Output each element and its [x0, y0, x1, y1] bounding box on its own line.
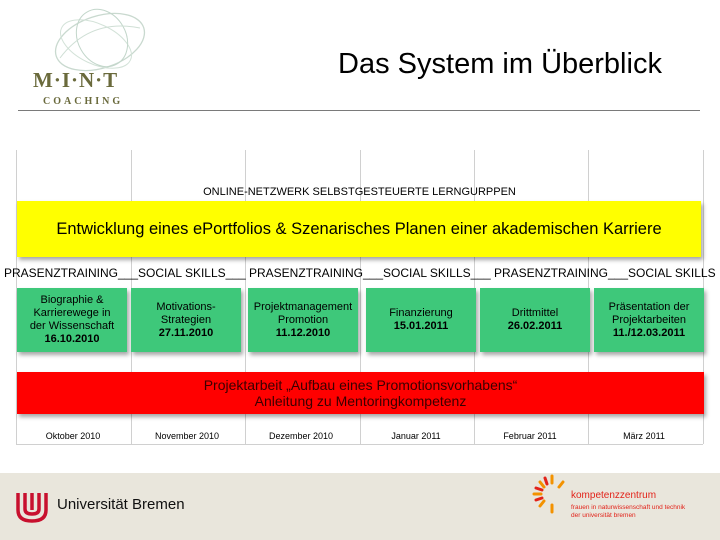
module-date: 16.10.2010 — [44, 333, 100, 345]
title-divider — [18, 110, 700, 111]
online-network-label: ONLINE-NETZWERK SELBSTGESTEUERTE LERNGURPPEN — [203, 186, 516, 198]
kompetenzzentrum-subtitle — [571, 504, 685, 520]
month-label: November 2010 — [154, 431, 220, 441]
module-box — [366, 288, 476, 352]
module-line: Projektmanagement — [253, 300, 353, 313]
module-line: Promotion — [277, 313, 329, 326]
module-box — [480, 288, 590, 352]
module-line: der Wissenschaft — [29, 320, 115, 332]
month-label: Februar 2011 — [503, 431, 557, 441]
training-line: PRASENZTRAINING___SOCIAL SKILLS___ PRASENZTRAINING___SOCIAL SKILLS___ PRASENZTRAINING___SOCIAL SKILLS — [4, 266, 716, 280]
project-bar-line2: Anleitung zu Mentoringkompetenz — [254, 393, 467, 409]
module-line: Finanzierung — [389, 307, 453, 319]
month-label: Oktober 2010 — [45, 431, 101, 441]
module-date: 15.01.2011 — [393, 320, 449, 332]
module-line: Drittmittel — [511, 307, 559, 319]
module-line: Karrierewege in — [33, 307, 111, 319]
module-line: Biographie & — [40, 294, 104, 306]
module-line: Motivations- — [156, 300, 216, 313]
month-label: März 2011 — [623, 431, 665, 441]
module-box — [131, 288, 241, 352]
project-bar-line1: Projektarbeit „Aufbau eines Promotionsvorhabens“ — [203, 377, 518, 393]
portfolio-bar — [17, 201, 701, 257]
university-bremen-logo-icon — [15, 490, 49, 524]
kompetenzzentrum-sunburst-icon — [530, 472, 570, 514]
module-box — [594, 288, 704, 352]
project-bar — [17, 372, 704, 414]
module-line: Projektarbeiten — [612, 313, 686, 326]
module-line: Strategien — [160, 313, 212, 326]
grid-bottom-line — [16, 444, 703, 445]
module-date: 26.02.2011 — [507, 320, 563, 332]
kompetenzzentrum-subtitle-line2: der universität bremen — [571, 512, 636, 519]
page-title: Das System im Überblick — [338, 48, 662, 80]
portfolio-bar-text: Entwicklung eines ePortfolios & Szenarisches Planen einer akademischen Karriere — [56, 219, 662, 238]
month-label: Dezember 2010 — [268, 431, 334, 441]
kompetenzzentrum-subtitle-line1: frauen in naturwissenschaft und technik — [571, 504, 686, 511]
month-label: Januar 2011 — [391, 431, 441, 441]
module-date: 11.12.2010 — [275, 326, 331, 339]
module-box — [17, 288, 127, 352]
kompetenzzentrum-title: kompetenzzentrum — [571, 490, 657, 501]
module-date: 27.11.2010 — [158, 326, 214, 339]
mint-coaching-logo — [30, 8, 170, 113]
module-date: 11./12.03.2011 — [612, 326, 686, 339]
logo-coaching-text: COACHING — [43, 96, 124, 107]
university-name: Universität Bremen — [57, 496, 185, 513]
module-box — [248, 288, 358, 352]
logo-mint-text: M·I·N·T — [33, 68, 119, 92]
module-line: Präsentation der — [608, 300, 690, 313]
